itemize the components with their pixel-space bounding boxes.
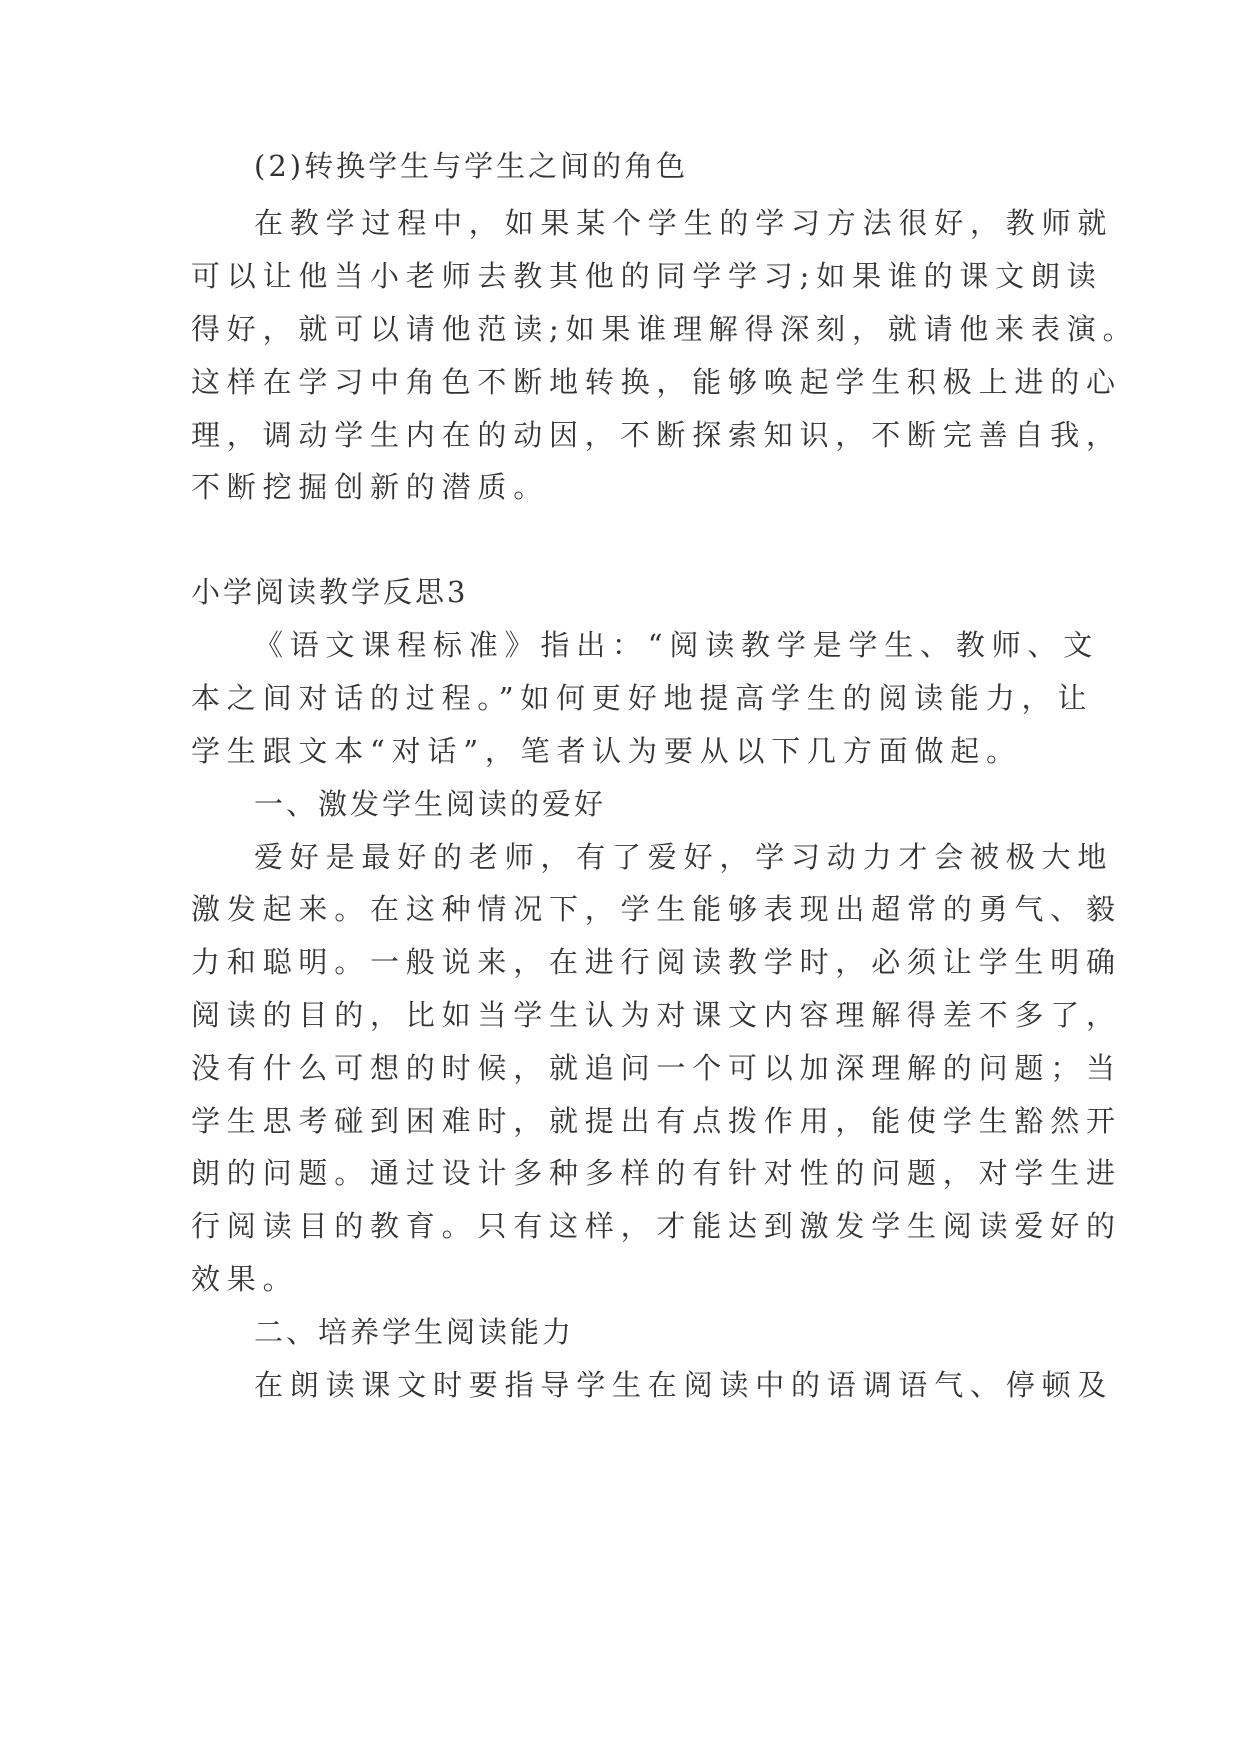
paragraph-line: 在朗读课文时要指导学生在阅读中的语调语气、停顿及 <box>254 1368 1114 1402</box>
point-heading: 二、培养学生阅读能力 <box>254 1315 575 1349</box>
paragraph-line: 理，调动学生内在的动因，不断探索知识，不断完善自我， <box>191 418 1122 452</box>
paragraph-line: 力和聪明。一般说来，在进行阅读教学时，必须让学生明确 <box>191 945 1122 979</box>
paragraph-line: 得好，就可以请他范读;如果谁理解得深刻，就请他来表演。 <box>191 312 1139 346</box>
paragraph-line: 《语文课程标准》指出：“阅读教学是学生、教师、文 <box>254 628 1100 662</box>
paragraph-line: 行阅读目的教育。只有这样，才能达到激发学生阅读爱好的 <box>191 1209 1122 1243</box>
point-heading: 一、激发学生阅读的爱好 <box>254 787 607 821</box>
subsection-heading: (2)转换学生与学生之间的角色 <box>254 149 689 183</box>
paragraph-line: 激发起来。在这种情况下，学生能够表现出超常的勇气、毅 <box>191 892 1122 926</box>
paragraph-line: 本之间对话的过程。”如何更好地提高学生的阅读能力，让 <box>191 681 1094 715</box>
paragraph-line: 朗的问题。通过设计多种多样的有针对性的问题，对学生进 <box>191 1156 1122 1190</box>
paragraph-line: 阅读的目的，比如当学生认为对课文内容理解得差不多了， <box>191 998 1122 1032</box>
paragraph-line: 这样在学习中角色不断地转换，能够唤起学生积极上进的心 <box>191 365 1122 399</box>
paragraph-line: 没有什么可想的时候，就追问一个可以加深理解的问题；当 <box>191 1051 1122 1085</box>
paragraph-line: 不断挖掘创新的潜质。 <box>191 470 550 504</box>
paragraph-line: 效果。 <box>191 1262 299 1296</box>
paragraph-line: 学生跟文本“对话”，笔者认为要从以下几方面做起。 <box>191 734 1022 768</box>
paragraph-line: 可以让他当小老师去教其他的同学学习;如果谁的课文朗读 <box>191 259 1103 293</box>
paragraph-line: 在教学过程中，如果某个学生的学习方法很好，教师就 <box>254 206 1114 240</box>
paragraph-line: 爱好是最好的老师，有了爱好，学习动力才会被极大地 <box>254 840 1114 874</box>
section-title: 小学阅读教学反思3 <box>191 575 469 609</box>
paragraph-line: 学生思考碰到困难时，就提出有点拨作用，能使学生豁然开 <box>191 1104 1122 1138</box>
